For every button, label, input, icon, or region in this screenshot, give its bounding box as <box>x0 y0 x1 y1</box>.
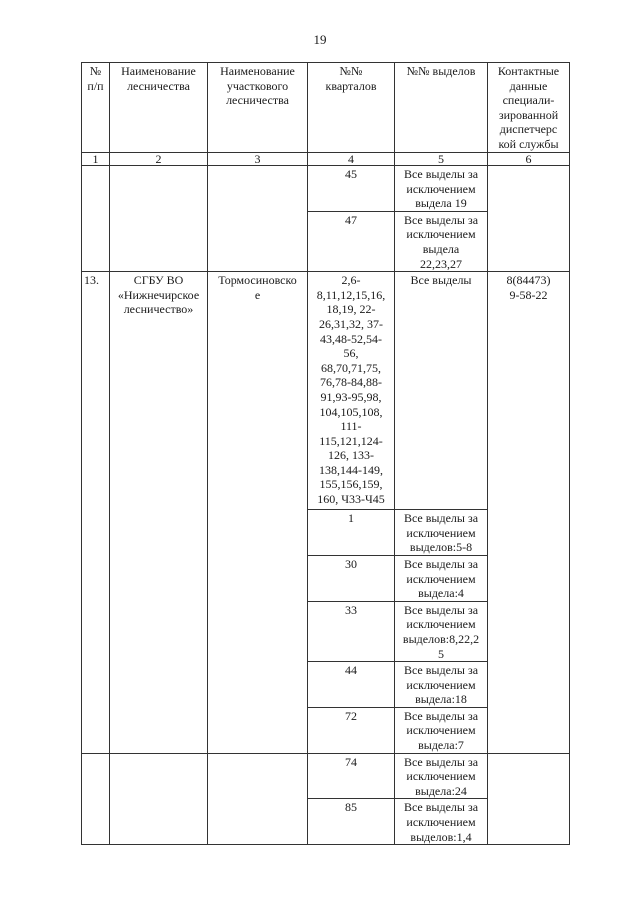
cell-forestry: СГБУ ВО «Нижнечирское лесничество» <box>110 272 208 754</box>
cell-sections: Все выделы <box>395 272 488 510</box>
cell-quarter: 45 <box>308 166 395 212</box>
column-number: 3 <box>208 153 308 166</box>
forestry-table <box>81 62 570 845</box>
cell-forestry-empty <box>110 166 208 272</box>
cell-district-empty <box>208 753 308 845</box>
cell-contacts: 8(84473) 9-58-22 <box>488 272 570 754</box>
cell-num: 13. <box>82 272 110 754</box>
table-row <box>82 272 570 510</box>
cell-sections: Все выделы за исключением выдела:7 <box>395 707 488 753</box>
cell-quarter: 44 <box>308 662 395 708</box>
table-header-row <box>82 63 570 153</box>
cell-sections: Все выделы за исключением выделов:8,22,2 5 <box>395 601 488 661</box>
column-number: 6 <box>488 153 570 166</box>
cell-quarter: 33 <box>308 601 395 661</box>
cell-quarter: 1 <box>308 510 395 556</box>
cell-contacts-empty <box>488 753 570 845</box>
cell-sections: Все выделы за исключением выдела 19 <box>395 166 488 212</box>
cell-quarter: 85 <box>308 799 395 845</box>
header-num: № п/п <box>82 63 110 153</box>
column-number-row <box>82 153 570 166</box>
table-row <box>82 753 570 799</box>
column-number: 2 <box>110 153 208 166</box>
cell-sections: Все выделы за исключением выдела:4 <box>395 555 488 601</box>
cell-num-empty <box>82 753 110 845</box>
table-row <box>82 166 570 212</box>
cell-num-empty <box>82 166 110 272</box>
cell-sections: Все выделы за исключением выдела 22,23,27 <box>395 211 488 271</box>
column-number: 1 <box>82 153 110 166</box>
cell-quarter: 2,6- 8,11,12,15,16, 18,19, 22- 26,31,32, 37- 43,48-52,54- 56, 68,70,71,75, 76,78-84,88- 91,93-95,98, 104,105,108, 111- 115,121,124- 126, 133- 138,144-149, 155,156,159, 160, Ч33-Ч45 <box>308 272 395 510</box>
header-sections: №№ выделов <box>395 63 488 153</box>
cell-district: Тормосиновско е <box>208 272 308 754</box>
cell-quarter: 74 <box>308 753 395 799</box>
header-district: Наименование участкового лесничества <box>208 63 308 153</box>
cell-sections: Все выделы за исключением выделов:5-8 <box>395 510 488 556</box>
cell-quarter: 72 <box>308 707 395 753</box>
cell-contacts-empty <box>488 166 570 272</box>
header-contacts: Контактные данные специали- зированной диспетчерс кой службы <box>488 63 570 153</box>
cell-district-empty <box>208 166 308 272</box>
cell-sections: Все выделы за исключением выделов:1,4 <box>395 799 488 845</box>
page-number: 19 <box>313 32 327 47</box>
cell-quarter: 30 <box>308 555 395 601</box>
header-forestry: Наименование лесничества <box>110 63 208 153</box>
cell-forestry-empty <box>110 753 208 845</box>
cell-quarter: 47 <box>308 211 395 271</box>
cell-sections: Все выделы за исключением выдела:18 <box>395 662 488 708</box>
column-number: 4 <box>308 153 395 166</box>
cell-sections: Все выделы за исключением выдела:24 <box>395 753 488 799</box>
header-quarters: №№ кварталов <box>308 63 395 153</box>
column-number: 5 <box>395 153 488 166</box>
